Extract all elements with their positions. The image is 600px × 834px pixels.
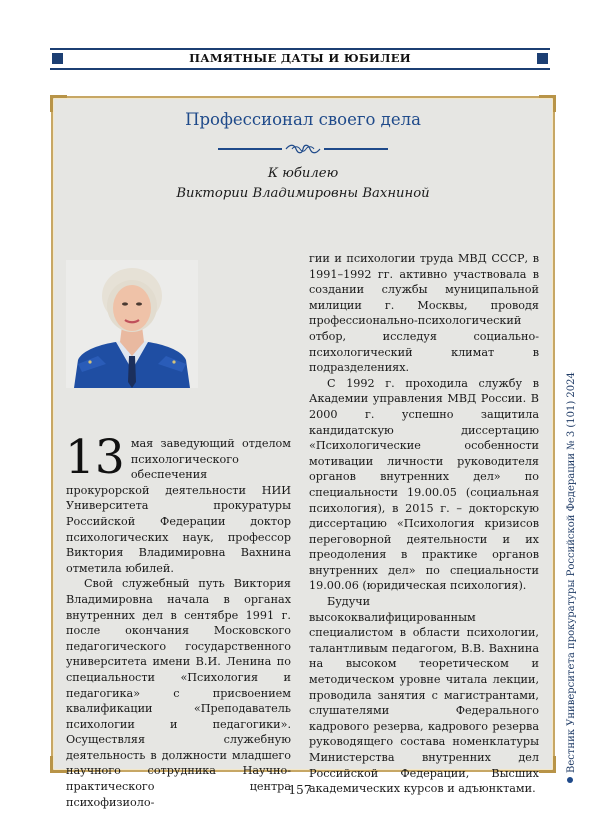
left-column: [65, 430, 291, 810]
ornament-line: [218, 148, 282, 150]
right-column: [309, 251, 539, 797]
header-bottom-rule: [50, 68, 550, 70]
paragraph: Свой служебный путь Виктория Владимировна начала в органах внутренних дел в сентябре 1991 г. после окончания Московского педагогического государственного университета имени В.И. Ленина по специальности «Психология и педагогика» с присвоением квалификации «Преподаватель психологии и педагогики». Осуществляя служебную деятельность в должности младшего научного сотрудника Научно-практического центра психофизиоло-: [66, 577, 291, 809]
article-subtitle: [53, 164, 553, 204]
article-title: Профессионал своего дела: [185, 110, 421, 129]
paragraph: мая заведующий отделом психологического обеспечения прокурорской деятельности НИИ Университета прокуратуры Российской Федерации доктор психологических наук, профессор Виктория Владимировна Вахнина отметила юбилей.: [66, 437, 291, 575]
portrait-photo: [66, 260, 198, 388]
page-number: 157: [288, 783, 312, 797]
journal-running-title: [566, 372, 577, 783]
header-right-square: [537, 53, 548, 64]
ornament-line: [324, 148, 388, 150]
paragraph: Будучи высококвалифицированным специалистом в области психологии, талантливым педагогом, В.В. Вахнина на высоком теоретическом и методическом уровне читала лекции, проводила занятия с магистрантами, слушателями Федерального кадрового резерва, кадрового резерва руководящего состава номенклатуры Министерства внутренних дел Российской Федерации, Высших академических курсов и адъюнктами.: [309, 595, 539, 796]
paragraph: гии и психологии труда МВД СССР, в 1991–1992 гг. активно участвовала в создании службы муниципальной милиции г. Москвы, проводя профессионально-психологический отбор, исследуя социально-психологический климат в подразделениях.: [309, 252, 539, 375]
section-header: [50, 48, 550, 70]
section-title: ПАМЯТНЫЕ ДАТЫ И ЮБИЛЕИ: [189, 51, 411, 65]
paragraph: С 1992 г. проходила службу в Академии управления МВД России. В 2000 г. успешно защитила кандидатскую диссертацию «Психологические особенности мотивации личности руководителя органов внутренних дел» по специальности 19.00.05 (социальная психология), в 2015 г. – докторскую диссертацию «Психология кризисов переговорной деятельности и их преодоления в практике органов внутренних дел» по специальности 19.00.06 (юридическая психология).: [309, 376, 539, 593]
ornament-knot-icon: [284, 144, 322, 154]
frame-corner: [50, 756, 67, 773]
title-ornament: [218, 144, 388, 154]
portrait-image: [66, 260, 198, 388]
subtitle-line: Виктории Владимировны Вахниной: [176, 186, 430, 201]
journal-title: Вестник Университета прокуратуры Российской Федерации № 3 (101) 2024: [566, 372, 577, 773]
first-paragraph: [65, 430, 291, 576]
bullet-dot-icon: [567, 777, 573, 783]
frame-corner: [539, 756, 556, 773]
header-top-rule: [50, 48, 550, 50]
drop-cap: 13: [65, 430, 125, 485]
subtitle-line: К юбилею: [267, 166, 339, 181]
